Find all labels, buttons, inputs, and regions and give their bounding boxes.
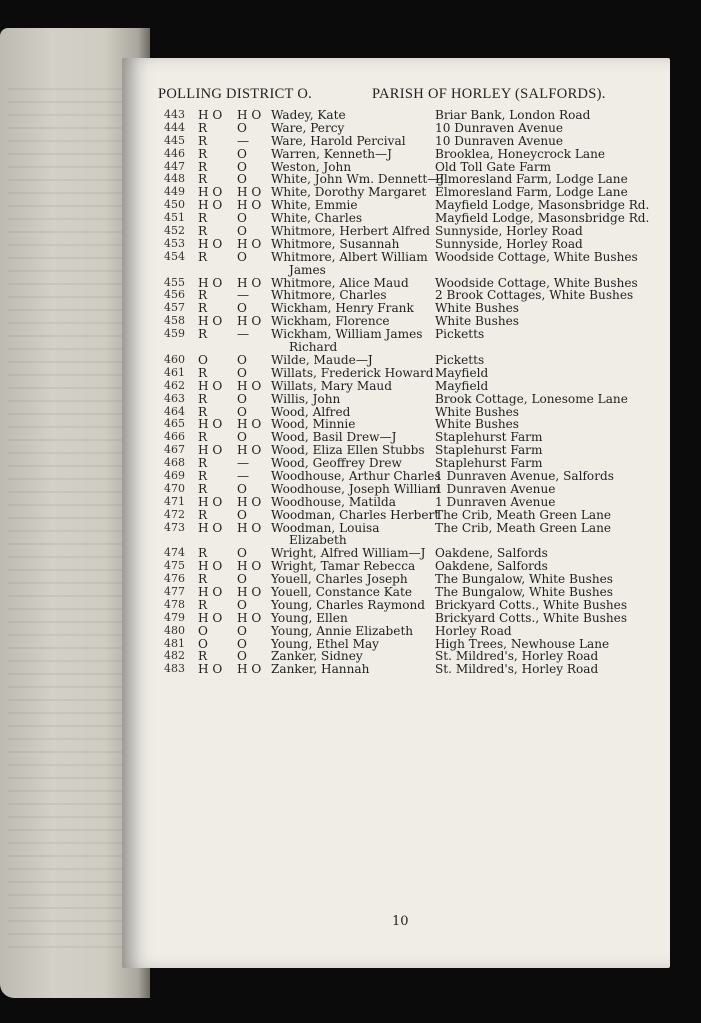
elector-number: 448 [164,172,185,186]
elector-address: White Bushes [435,404,519,419]
elector-name: Whitmore, Susannah [271,236,400,251]
elector-row [122,122,670,135]
qualification-1: R [198,288,208,303]
elector-address: Staplehurst Farm [435,456,543,471]
qualification-1: H O [198,236,223,251]
elector-name-continuation: Elizabeth [289,533,347,548]
elector-row [122,135,670,148]
elector-row [122,367,670,380]
elector-number: 454 [164,249,185,263]
qualification-1: R [198,597,208,612]
qualification-2: H O [237,662,262,677]
elector-address: Mayfield [435,365,489,380]
qualification-2: O [237,636,247,651]
elector-row [122,625,670,638]
elector-address: Sunnyside, Horley Road [435,224,583,239]
elector-number: 465 [164,417,185,431]
qualification-2: O [237,352,247,367]
elector-name: Whitmore, Alice Maud [271,275,409,290]
qualification-1: R [198,327,208,342]
elector-address: Mayfield Lodge, Masonsbridge Rd. [435,211,650,226]
qualification-1: R [198,159,208,174]
qualification-2: — [237,133,250,148]
qualification-1: H O [198,520,223,535]
qualification-2: O [237,430,247,445]
qualification-1: H O [198,108,223,122]
qualification-2: O [237,507,247,522]
qualification-1: R [198,224,208,239]
elector-number: 447 [164,159,185,173]
elector-number: 466 [164,430,185,444]
elector-name: Weston, John [271,159,352,174]
elector-address: Sunnyside, Horley Road [435,236,583,251]
elector-number: 452 [164,224,185,238]
qualification-2: O [237,172,247,187]
qualification-1: H O [198,314,223,329]
qualification-1: H O [198,443,223,458]
elector-number: 476 [164,572,185,586]
elector-address: The Crib, Meath Green Lane [435,507,612,522]
page-number: 10 [392,914,409,929]
elector-address: High Trees, Newhouse Lane [435,636,610,651]
elector-name: Whitmore, Charles [271,288,387,303]
elector-number: 460 [164,352,185,366]
qualification-1: R [198,468,208,483]
elector-name: Wickham, William James [271,327,423,342]
elector-number: 473 [164,520,185,534]
elector-address: 1 Dunraven Avenue, Salfords [435,468,614,483]
page-header [158,86,658,104]
elector-row [122,496,670,509]
elector-address: Mayfield [435,378,489,393]
qualification-1: H O [198,494,223,509]
qualification-1: H O [198,378,223,393]
elector-name: Wood, Minnie [271,417,356,432]
elector-number: 446 [164,146,185,160]
elector-address: The Bungalow, White Bushes [435,572,614,587]
elector-number: 471 [164,494,185,508]
qualification-1: H O [198,585,223,599]
elector-name: Wood, Geoffrey Drew [271,456,402,471]
elector-address: Oakdene, Salfords [435,559,548,574]
elector-number: 469 [164,468,185,482]
elector-address: Brickyard Cotts., White Bushes [435,597,628,612]
elector-name: Willats, Mary Maud [271,378,392,393]
elector-name: Whitmore, Albert William [271,249,428,264]
qualification-2: H O [237,378,262,393]
elector-number: 449 [164,185,185,199]
elector-address: 1 Dunraven Avenue [435,494,556,509]
elector-number: 457 [164,301,185,315]
elector-name: Wood, Alfred [271,404,351,419]
elector-name: Willats, Frederick Howard [271,365,434,380]
elector-name: Ware, Percy [271,120,345,135]
elector-name: Woodman, Charles Herbert [271,507,440,522]
qualification-2: H O [237,198,262,213]
elector-address: Brook Cottage, Lonesome Lane [435,391,628,406]
qualification-2: H O [237,610,262,625]
qualification-2: O [237,211,247,226]
elector-name: White, Charles [271,211,363,226]
qualification-1: R [198,546,208,561]
elector-number: 458 [164,314,185,328]
qualification-2: H O [237,559,262,574]
elector-address: Elmoresland Farm, Lodge Lane [435,185,628,200]
elector-number: 464 [164,404,185,418]
elector-name: Woodman, Louisa [271,520,380,535]
elector-number: 480 [164,623,185,637]
elector-row [122,663,670,676]
elector-address: White Bushes [435,301,519,316]
elector-number: 472 [164,507,185,521]
elector-address: Mayfield Lodge, Masonsbridge Rd. [435,198,650,213]
elector-number: 445 [164,133,185,147]
elector-name: Wickham, Florence [271,314,390,329]
elector-row [122,328,670,354]
elector-name: Ware, Harold Percival [271,133,406,148]
elector-address: Picketts [435,327,485,342]
elector-number: 451 [164,211,185,225]
qualification-2: O [237,391,247,406]
elector-row [122,599,670,612]
elector-name: Young, Annie Elizabeth [271,623,414,638]
elector-name: Wickham, Henry Frank [271,301,414,316]
elector-number: 463 [164,391,185,405]
elector-name: White, Emmie [271,198,358,213]
elector-address: Briar Bank, London Road [435,108,591,122]
qualification-2: O [237,481,247,496]
elector-row [122,586,670,599]
qualification-1: O [198,623,208,638]
qualification-2: O [237,623,247,638]
qualification-2: H O [237,275,262,290]
elector-name-continuation: James [289,262,326,277]
elector-list [122,109,670,676]
qualification-2: — [237,327,250,342]
elector-number: 477 [164,585,185,598]
qualification-1: R [198,133,208,148]
elector-name: White, John Wm. Dennett—J [271,172,445,187]
elector-row [122,354,670,367]
qualification-1: R [198,430,208,445]
qualification-1: H O [198,417,223,432]
elector-address: The Bungalow, White Bushes [435,585,614,599]
elector-address: Brickyard Cotts., White Bushes [435,610,628,625]
qualification-2: H O [237,443,262,458]
elector-address: St. Mildred's, Horley Road [435,662,599,677]
elector-row [122,522,670,548]
qualification-2: H O [237,108,262,122]
elector-number: 443 [164,108,185,121]
qualification-1: R [198,391,208,406]
elector-number: 483 [164,662,185,676]
elector-address: White Bushes [435,417,519,432]
qualification-2: O [237,301,247,316]
elector-number: 462 [164,378,185,392]
qualification-1: R [198,404,208,419]
elector-address: Woodside Cottage, White Bushes [435,275,638,290]
elector-name: Zanker, Hannah [271,662,370,677]
elector-number: 475 [164,559,185,573]
qualification-1: R [198,146,208,161]
elector-name: Young, Ellen [271,610,348,625]
elector-row [122,393,670,406]
elector-address: 10 Dunraven Avenue [435,120,564,135]
elector-address: The Crib, Meath Green Lane [435,520,612,535]
qualification-2: O [237,224,247,239]
elector-address: 2 Brook Cottages, White Bushes [435,288,634,303]
elector-row [122,251,670,277]
elector-number: 479 [164,610,185,624]
elector-address: Staplehurst Farm [435,430,543,445]
elector-address: Brooklea, Honeycrock Lane [435,146,606,161]
elector-name: Wood, Eliza Ellen Stubbs [271,443,425,458]
elector-number: 481 [164,636,185,650]
elector-row [122,509,670,522]
elector-name-continuation: Richard [289,340,338,355]
qualification-2: O [237,249,247,264]
elector-number: 467 [164,443,185,457]
qualification-2: O [237,546,247,561]
elector-row [122,470,670,483]
elector-name: Woodhouse, Matilda [271,494,396,509]
elector-number: 468 [164,456,185,470]
qualification-1: R [198,365,208,380]
elector-name: Youell, Constance Kate [271,585,413,599]
qualification-2: — [237,468,250,483]
elector-address: Horley Road [435,623,512,638]
elector-row [122,612,670,625]
faded-facing-text [8,88,123,948]
qualification-1: H O [198,559,223,574]
qualification-2: H O [237,417,262,432]
qualification-1: R [198,301,208,316]
elector-number: 461 [164,365,185,379]
elector-number: 453 [164,236,185,250]
qualification-1: R [198,481,208,496]
qualification-1: H O [198,275,223,290]
elector-number: 474 [164,546,185,560]
qualification-1: R [198,172,208,187]
qualification-1: R [198,456,208,471]
elector-name: Willis, John [271,391,341,406]
elector-name: White, Dorothy Margaret [271,185,427,200]
elector-number: 450 [164,198,185,212]
qualification-2: O [237,146,247,161]
qualification-2: O [237,597,247,612]
elector-number: 459 [164,327,185,341]
elector-row [122,483,670,496]
qualification-2: O [237,404,247,419]
elector-address: Staplehurst Farm [435,443,543,458]
elector-number: 482 [164,649,185,663]
elector-address: Oakdene, Salfords [435,546,548,561]
qualification-1: H O [198,610,223,625]
elector-address: 1 Dunraven Avenue [435,481,556,496]
elector-address: Picketts [435,352,485,367]
qualification-2: — [237,288,250,303]
elector-address: White Bushes [435,314,519,329]
elector-address: 10 Dunraven Avenue [435,133,564,148]
qualification-1: H O [198,662,223,677]
elector-row [122,109,670,122]
qualification-2: O [237,649,247,664]
qualification-1: R [198,249,208,264]
elector-number: 455 [164,275,185,289]
elector-number: 478 [164,597,185,611]
elector-address: Woodside Cottage, White Bushes [435,249,638,264]
elector-row [122,238,670,251]
elector-name: Young, Ethel May [271,636,379,651]
elector-number: 444 [164,120,185,134]
qualification-2: O [237,572,247,587]
qualification-2: H O [237,494,262,509]
qualification-2: H O [237,314,262,329]
qualification-1: H O [198,185,223,200]
qualification-2: H O [237,185,262,200]
elector-name: Wilde, Maude—J [271,352,373,367]
elector-name: Whitmore, Herbert Alfred [271,224,430,239]
elector-name: Wadey, Kate [271,108,346,122]
elector-name: Warren, Kenneth—J [271,146,392,161]
elector-row [122,148,670,161]
qualification-1: R [198,120,208,135]
elector-name: Woodhouse, Arthur Charles [271,468,441,483]
qualification-1: O [198,636,208,651]
qualification-2: H O [237,236,262,251]
polling-district-title: POLLING DISTRICT O. [158,86,313,102]
qualification-1: R [198,572,208,587]
qualification-1: R [198,211,208,226]
elector-name: Zanker, Sidney [271,649,363,664]
elector-address: St. Mildred's, Horley Road [435,649,599,664]
qualification-1: O [198,352,208,367]
register-page [122,58,670,968]
elector-address: Elmoresland Farm, Lodge Lane [435,172,628,187]
elector-number: 456 [164,288,185,302]
elector-row [122,225,670,238]
qualification-2: O [237,365,247,380]
elector-address: Old Toll Gate Farm [435,159,552,174]
qualification-2: H O [237,520,262,535]
elector-name: Wright, Alfred William—J [271,546,426,561]
qualification-2: O [237,159,247,174]
qualification-1: H O [198,198,223,213]
qualification-2: H O [237,585,262,599]
qualification-1: R [198,507,208,522]
qualification-1: R [198,649,208,664]
qualification-2: O [237,120,247,135]
elector-name: Wood, Basil Drew—J [271,430,397,445]
elector-name: Woodhouse, Joseph William [271,481,441,496]
elector-name: Wright, Tamar Rebecca [271,559,416,574]
elector-row [122,380,670,393]
elector-name: Young, Charles Raymond [271,597,426,612]
parish-title: PARISH OF HORLEY (SALFORDS). [372,86,606,102]
elector-name: Youell, Charles Joseph [271,572,408,587]
qualification-2: — [237,456,250,471]
elector-number: 470 [164,481,185,495]
